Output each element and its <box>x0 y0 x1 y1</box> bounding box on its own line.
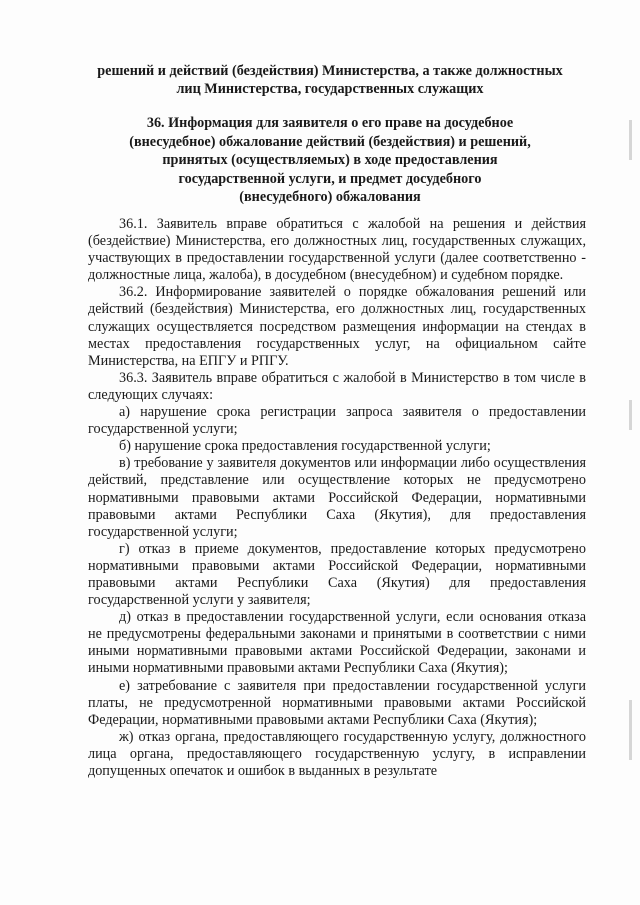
scan-edge-mark <box>629 400 632 430</box>
body-text <box>88 216 586 780</box>
list-item-e: е) затребование с заявителя при предоставлении государственной услуги платы, не предусмотренной нормативными правовыми актами Российской Федерации, нормативными правовыми актами Республики Саха (Якутия); <box>88 677 586 728</box>
continued-heading-line-2: лиц Министерства, государственных служащих <box>176 81 484 97</box>
paragraph-36-3: 36.3. Заявитель вправе обратиться с жалобой в Министерство в том числе в следующих случаях: <box>88 369 586 403</box>
list-item-a: а) нарушение срока регистрации запроса заявителя о предоставлении государственной услуги; <box>88 404 586 438</box>
list-item-zh: ж) отказ органа, предоставляющего государственную услугу, должностного лица органа, предоставляющего государственную услугу, в исправлении допущенных опечаток и ошибок в выданных в результате <box>88 728 586 779</box>
section-title <box>80 114 580 207</box>
list-item-v: в) требование у заявителя документов или информации либо осуществления действий, представление или осуществление которых не предусмотрено нормативными правовыми актами Российской Федерации, нормативными правовыми актами Республики Саха (Якутия), для предоставления государственной услуги; <box>88 455 586 540</box>
section-title-line-1: 36. Информация для заявителя о его праве на досудебное <box>146 115 514 131</box>
paragraph-36-1: 36.1. Заявитель вправе обратиться с жалобой на решения и действия (бездействие) Министерства, его должностных лиц, государственных служащих, участвующих в предоставлении государственной услуги (далее соответственно - должностные лица, жалоба), в досудебном (внесудебном) и судебном порядке. <box>88 216 586 284</box>
section-title-line-5: (внесудебного) обжалования <box>239 189 421 206</box>
paragraph-36-2: 36.2. Информирование заявителей о порядке обжалования решений или действий (бездействия) Министерства, его должностных лиц, государственных служащих осуществляется посредством размещения информации на стендах в местах предоставления государственных услуг, на официальном сайте Министерства, на ЕПГУ и РПГУ. <box>88 284 586 369</box>
scan-edge-mark <box>629 120 632 160</box>
continued-heading <box>60 62 600 98</box>
section-title-line-3: принятых (осуществляемых) в ходе предоставления <box>162 152 498 169</box>
scan-edge-mark <box>629 700 632 760</box>
list-item-g: г) отказ в приеме документов, предоставление которых предусмотрено нормативными правовыми актами Российской Федерации, нормативными правовыми актами Республики Саха (Якутия) для предоставления государственной услуги у заявителя; <box>88 540 586 609</box>
list-item-d: д) отказ в предоставлении государственной услуги, если основания отказа не предусмотрены федеральными законами и принятыми в соответствии с ними иными нормативными правовыми актами Российской Федерации, законами и иными нормативными правовыми актами Республики Саха (Якутия); <box>88 609 586 677</box>
section-title-line-4: государственной услуги, и предмет досудебного <box>178 170 482 187</box>
list-item-b: б) нарушение срока предоставления государственной услуги; <box>119 438 491 455</box>
section-title-line-2: (внесудебное) обжалование действий (бездействия) и решений, <box>129 133 531 150</box>
continued-heading-line-1: решений и действий (бездействия) Министерства, а также должностных <box>97 63 563 79</box>
